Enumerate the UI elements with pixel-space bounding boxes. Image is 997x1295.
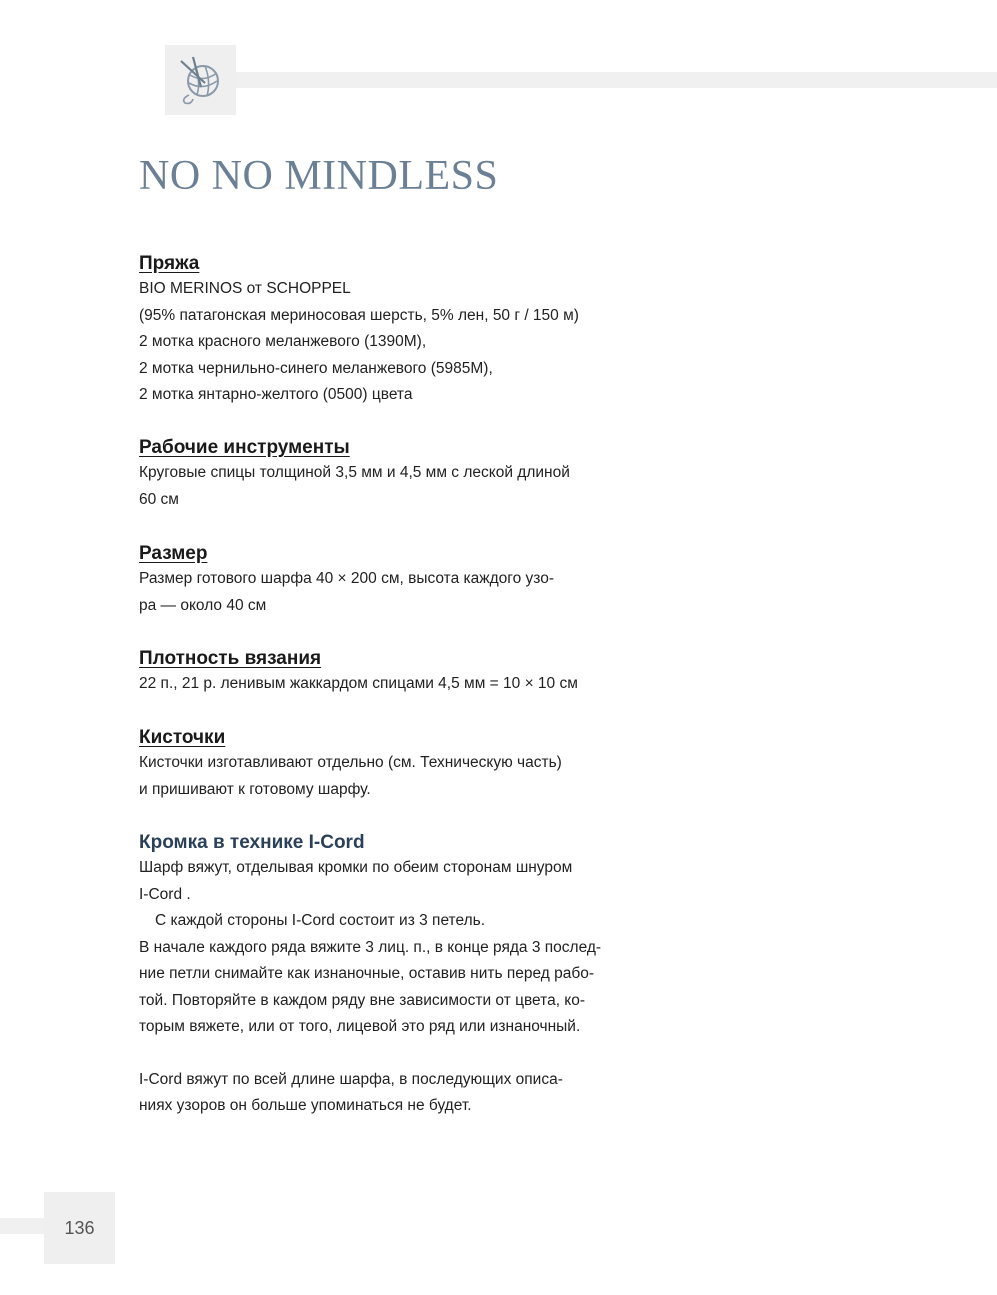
text-line: 2 мотка чернильно-синего меланжевого (5985M), <box>139 359 493 377</box>
text-line: Кисточки изготавливают отдельно (см. Техническую часть) <box>139 754 562 771</box>
text-line: ние петли снимайте как изнаночные, оставив нить перед рабо- <box>139 965 595 982</box>
text-line: (95% патагонская мериносовая шерсть, 5% лен, 50 г / 150 м) <box>139 306 579 324</box>
section-heading: Кисточки <box>139 727 226 748</box>
section-heading: Плотность вязания <box>139 648 322 669</box>
section-size <box>139 542 639 619</box>
section-icord <box>139 831 639 1120</box>
text-line: 2 мотка янтарно-желтого (0500) цвета <box>139 386 413 403</box>
section-heading: Кромка в технике I-Cord <box>139 832 365 853</box>
text-line: 22 п., 21 р. ленивым жаккардом спицами 4,5 мм = 10 × 10 см <box>139 675 578 692</box>
text-line: I-Cord вяжут по всей длине шарфа, в последующих описа- <box>139 1070 563 1088</box>
text-line: ниях узоров он больше упоминаться не будет. <box>139 1097 472 1114</box>
text-line: BIO MERINOS от SCHOPPEL <box>139 280 351 297</box>
logo-box <box>165 45 236 115</box>
section-gauge <box>139 647 639 698</box>
text-line: той. Повторяйте в каждом ряду вне зависимости от цвета, ко- <box>139 991 586 1009</box>
text-line: I-Cord . <box>139 885 191 903</box>
text-line: Круговые спицы толщиной 3,5 мм и 4,5 мм с леской длиной <box>139 464 570 481</box>
page-title: NO NO MINDLESS <box>139 153 499 199</box>
yarn-ball-needles-icon <box>175 53 227 105</box>
text-line: и пришивают к готовому шарфу. <box>139 780 371 798</box>
section-tools <box>139 436 639 513</box>
header-bar <box>236 72 997 88</box>
text-line: Шарф вяжут, отделывая кромки по обеим сторонам шнуром <box>139 859 573 876</box>
text-line: Размер готового шарфа 40 × 200 см, высота каждого узо- <box>139 570 554 587</box>
section-heading: Пряжа <box>139 253 200 274</box>
text-line: В начале каждого ряда вяжите 3 лиц. п., в конце ряда 3 послед- <box>139 938 602 956</box>
text-line: 2 мотка красного меланжевого (1390M), <box>139 333 427 350</box>
text-line: С каждой стороны I-Cord состоит из 3 петель. <box>155 912 486 929</box>
section-heading: Рабочие инструменты <box>139 437 350 458</box>
text-line: 60 см <box>139 490 179 508</box>
text-line: торым вяжете, или от того, лицевой это ряд или изнаночный. <box>139 1018 581 1035</box>
paragraph-spacer <box>139 1041 639 1067</box>
section-yarn <box>139 252 639 409</box>
section-tassels <box>139 726 639 803</box>
page-number: 136 <box>44 1192 115 1264</box>
section-heading: Размер <box>139 543 208 564</box>
text-line: ра — около 40 см <box>139 596 267 614</box>
footer-bar <box>0 1218 44 1234</box>
